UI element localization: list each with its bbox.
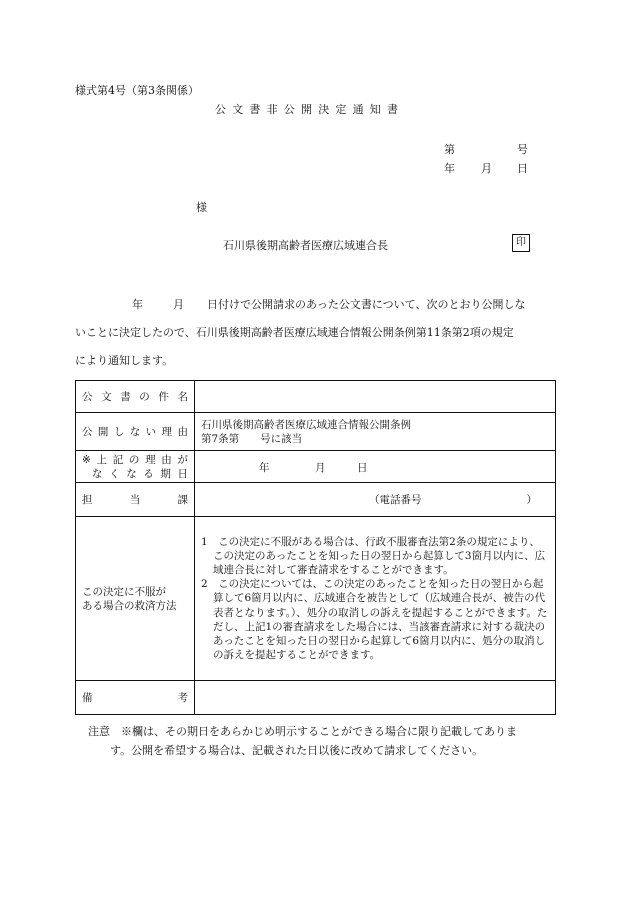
label-char: 由 xyxy=(161,453,172,466)
body-line1-text: 日付けで公開請求のあった公文書について、次のとおり公開しな xyxy=(207,298,526,311)
label-char: 書 xyxy=(120,391,131,403)
spread-label-expiry-2 xyxy=(82,467,188,481)
decision-details-table xyxy=(75,380,556,715)
label-char: 文 xyxy=(101,391,112,403)
label-char: 名 xyxy=(177,391,188,403)
label-department xyxy=(76,483,195,517)
remedy-item-1: 1 この決定に不服がある場合は、行政不服審査法第2条の規定により、この決定のあったことを知った日の翌日から起算して3箇月以内に、広域連合長に対して審査請求をすることができます。 xyxy=(201,535,546,576)
spread-label-expiry-1 xyxy=(82,453,188,467)
date-day-label: 日 xyxy=(517,162,528,175)
expiry-month: 月 xyxy=(315,461,326,474)
form-identifier: 様式第4号（第3条関係） xyxy=(75,84,199,97)
table-row-nondisclosure-reason xyxy=(76,413,556,451)
remedy-label-1: この決定に不服が xyxy=(82,585,166,598)
value-nondisclosure-reason[interactable] xyxy=(195,413,556,451)
footnote-line-1: 注意 ※欄は、その期日をあらかじめ明示することができる場合に限り記載してありま xyxy=(88,725,517,738)
remedy-item-2: 2 この決定については、この決定のあったことを知った日の翌日から起算して6箇月以内に、広域連合を被告として（広域連合長が、被告の代表者となります。）、処分の取消しの訴えを提起することができます。ただし、上記1の審査請求をした場合には、当該審査請求に対する裁決のあったことを知った日の翌日から起算して6箇月以内に、処分の取消しの訴えを提起することができます。 xyxy=(201,578,548,662)
doc-number-suffix: 号 xyxy=(517,143,528,156)
label-char: る xyxy=(143,467,154,480)
label-char: な xyxy=(129,426,141,438)
footnote-line-2: す。公開を希望する場合は、記載された日以後に改めて請求してください。 xyxy=(110,744,484,757)
value-remedy xyxy=(195,517,556,681)
label-char: し xyxy=(113,426,125,438)
value-document-subject[interactable] xyxy=(195,381,556,413)
recipient-honorific: 様 xyxy=(196,201,207,214)
spread-label-reason xyxy=(76,424,194,439)
reason-line-1: 石川県後期高齢者医療広域連合情報公開条例 xyxy=(201,418,411,431)
spread-label-subject xyxy=(76,389,194,404)
value-expiry-date[interactable] xyxy=(195,451,556,483)
label-char: の xyxy=(128,453,140,466)
label-char: 理 xyxy=(145,453,156,466)
value-remarks[interactable] xyxy=(195,681,556,715)
table-row-remarks xyxy=(76,681,556,715)
label-char: 考 xyxy=(177,692,188,704)
label-char: 記 xyxy=(112,453,124,466)
spread-label-department xyxy=(76,492,194,507)
label-char: 件 xyxy=(158,391,169,403)
label-char: の xyxy=(139,391,150,403)
label-char: 公 xyxy=(82,426,93,438)
label-char: く xyxy=(109,467,120,480)
issuer-name: 石川県後期高齢者医療広域連合長 xyxy=(223,239,388,252)
spread-label-remarks xyxy=(76,690,194,705)
date-year-label: 年 xyxy=(444,162,455,175)
value-department[interactable] xyxy=(195,483,556,517)
label-document-subject xyxy=(76,381,195,413)
label-char: 期 xyxy=(160,467,171,480)
document-title: 公文書非公開決定通知書 xyxy=(215,103,405,116)
label-char: 当 xyxy=(129,494,141,506)
table-row-remedy xyxy=(76,517,556,681)
label-char: 担 xyxy=(82,494,93,506)
label-char: な xyxy=(92,467,103,480)
label-char: な xyxy=(126,467,137,480)
label-char: 公 xyxy=(82,391,93,403)
doc-number-prefix: 第 xyxy=(444,143,455,156)
table-row-document-subject xyxy=(76,381,556,413)
footnote xyxy=(88,722,558,760)
label-nondisclosure-reason xyxy=(76,413,195,451)
seal-stamp: 印 xyxy=(512,234,530,252)
label-remarks xyxy=(76,681,195,715)
label-char: 上 xyxy=(96,453,107,466)
body-month: 月 xyxy=(173,298,184,311)
remedy-label-2: ある場合の救済方法 xyxy=(82,599,177,612)
table-row-department xyxy=(76,483,556,517)
label-char: い xyxy=(145,426,157,438)
label-expiry-date xyxy=(76,451,195,483)
date-month-label: 月 xyxy=(481,162,492,175)
table-row-expiry-date xyxy=(76,451,556,483)
label-char: 日 xyxy=(177,467,188,480)
expiry-year: 年 xyxy=(259,461,270,474)
body-line2-text: いことに決定したので、石川県後期高齢者医療広域連合情報公開条例第11条第2項の規定 xyxy=(75,326,514,339)
label-char: 開 xyxy=(97,426,109,438)
label-char: が xyxy=(177,453,188,466)
body-year: 年 xyxy=(132,298,143,311)
expiry-day: 日 xyxy=(357,461,368,474)
reason-line-2: 第7条第 号に該当 xyxy=(201,432,303,445)
label-char: 理 xyxy=(161,426,173,438)
label-char: 由 xyxy=(177,426,188,438)
label-char: ※ xyxy=(82,453,91,466)
phone-number-field: （電話番号 ） xyxy=(369,494,537,506)
label-char: 備 xyxy=(82,692,93,704)
label-remedy xyxy=(76,517,195,681)
body-line3-text: により通知します。 xyxy=(75,354,174,367)
label-char: 課 xyxy=(177,494,188,506)
